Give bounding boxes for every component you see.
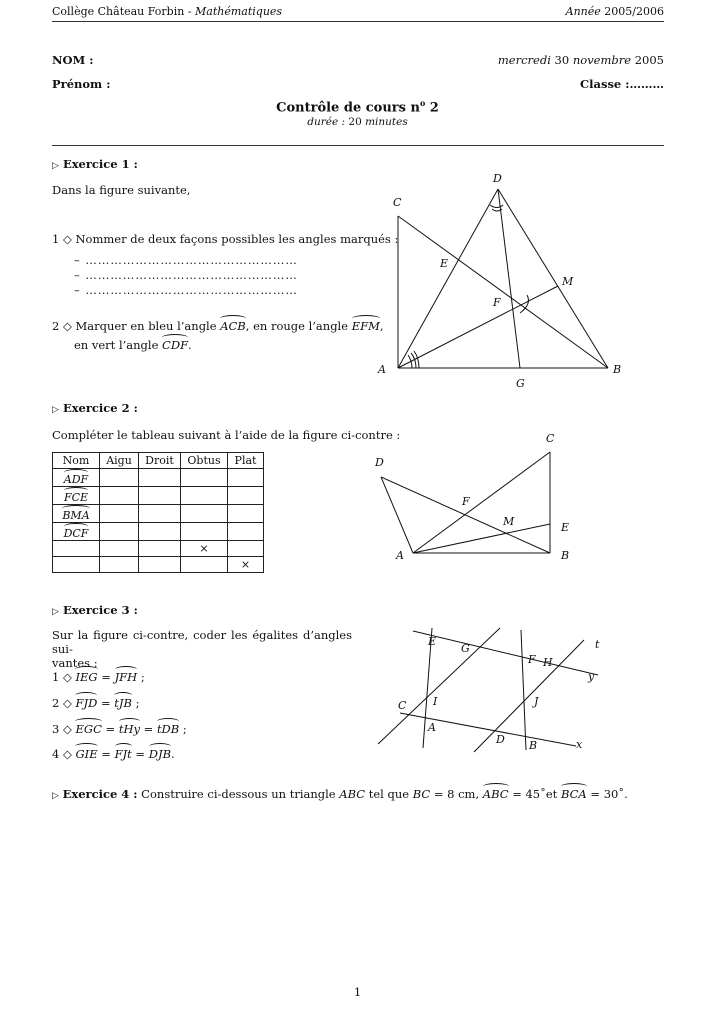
eq-sign: =: [97, 696, 115, 710]
label-y: y: [588, 670, 595, 683]
line-gc: [378, 628, 500, 744]
prenom-label: Prénom :: [52, 77, 111, 91]
header-right: [566, 5, 664, 18]
label-t: t: [595, 638, 600, 651]
segment-cb: [398, 216, 608, 368]
ex4-text-c: = 8 cm,: [430, 787, 483, 801]
table-cell-cross: ×: [228, 557, 264, 573]
table-cell-name[interactable]: [53, 541, 100, 557]
item-end: ;: [179, 722, 187, 736]
classe-label: Classe :: [580, 77, 630, 91]
ex2-heading: [52, 401, 138, 415]
col-header-droit: Droit: [139, 453, 181, 469]
ex1-answer-line-3[interactable]: – ……………………………………………: [74, 283, 298, 297]
ex4-heading-text: Exercice 4 :: [62, 787, 138, 801]
ex1-q2-text-e: .: [188, 338, 192, 352]
label-a: A: [428, 721, 436, 734]
line-fb: [521, 630, 526, 750]
duration-unit: minutes: [365, 116, 408, 128]
item-end: ;: [137, 670, 145, 684]
item-end: .: [171, 747, 175, 761]
angle-tdb: tDB: [157, 718, 179, 736]
ex4-bc: BC: [412, 787, 431, 801]
table-cell-cross: ×: [181, 541, 228, 557]
eq-sign: =: [101, 722, 119, 736]
ex3-heading: [52, 603, 138, 617]
table-cell-name: [53, 469, 100, 487]
table-cell[interactable]: [100, 505, 139, 523]
table-row: [53, 557, 264, 573]
ex4-statement: [52, 783, 628, 801]
date-day: 30: [550, 53, 573, 67]
year-value: 2005/2006: [600, 5, 664, 18]
ex1-q2-text-b: , en rouge l’angle: [245, 319, 352, 333]
label-f: F: [462, 495, 470, 508]
col-header-aigu: Aigu: [100, 453, 139, 469]
ex1-heading: [52, 157, 138, 171]
table-cell[interactable]: [181, 557, 228, 573]
angle-jfh: JFH: [115, 666, 138, 684]
table-cell[interactable]: [100, 557, 139, 573]
ex3-item-3: [52, 718, 187, 736]
date: [498, 53, 664, 67]
label-b: B: [561, 549, 570, 562]
school-name: Collège Château Forbin -: [52, 5, 196, 18]
label-d: D: [496, 733, 505, 746]
angle-abc: ABC: [483, 783, 509, 801]
ex2-figure: [368, 428, 583, 568]
table-cell[interactable]: [100, 469, 139, 487]
table-cell-name: [53, 505, 100, 523]
angle-ieg: IEG: [75, 666, 97, 684]
label-b: B: [613, 363, 622, 376]
ex3-intro-line-2: vantes :: [52, 656, 98, 670]
triangle-marker-icon: ▷: [52, 161, 59, 171]
table-cell[interactable]: [181, 469, 228, 487]
label-a: A: [378, 363, 386, 376]
label-a: A: [396, 549, 404, 562]
title-sup: o: [419, 98, 426, 108]
classe-dots: ………: [629, 77, 664, 91]
ex1-q2: [52, 315, 384, 333]
ex3-intro-line-1: Sur la figure ci-contre, coder les égalites d’angles sui-: [52, 628, 352, 656]
angle-fce: FCE: [64, 487, 88, 504]
ex1-q2-text-c: ,: [379, 319, 384, 333]
angle-bma: BMA: [62, 505, 89, 522]
duration-label: durée :: [307, 116, 346, 128]
table-cell[interactable]: [228, 541, 264, 557]
angle-cdf: CDF: [162, 334, 188, 352]
segment-da: [381, 477, 413, 553]
page-title: [0, 98, 715, 115]
label-b: B: [529, 739, 538, 752]
segment-am: [398, 286, 558, 368]
title-rule: [52, 145, 664, 146]
ex4-text-a: Construire ci-dessous un triangle: [137, 787, 340, 801]
ex2-intro: Compléter le tableau suivant à l’aide de la figure ci-contre :: [52, 428, 401, 442]
triangle-marker-icon: ▷: [52, 405, 59, 415]
ex1-intro: Dans la figure suivante,: [52, 183, 191, 197]
nom-label: NOM :: [52, 53, 94, 67]
label-d: D: [493, 172, 502, 185]
col-header-obtus: Obtus: [181, 453, 228, 469]
label-c: C: [398, 699, 407, 712]
table-cell[interactable]: [139, 487, 181, 505]
date-month: novembre: [572, 53, 632, 67]
label-g: G: [516, 377, 525, 390]
table-header-row: [53, 453, 264, 469]
eq-sign: =: [97, 747, 115, 761]
ex3-item-1: [52, 666, 145, 684]
table-cell[interactable]: [100, 523, 139, 541]
ex4-text-d: = 45˚et: [508, 787, 561, 801]
angle-bca: BCA: [561, 783, 587, 801]
segment-dg: [498, 189, 520, 368]
angle-fjt: FJt: [115, 743, 132, 761]
col-header-plat: Plat: [228, 453, 264, 469]
table-cell-name: [53, 487, 100, 505]
classe: [580, 77, 664, 91]
ex3-intro: [52, 628, 352, 670]
page-number: 1: [353, 985, 362, 999]
triangle-marker-icon: ▷: [52, 791, 59, 801]
table-cell-name[interactable]: [53, 557, 100, 573]
table-cell[interactable]: [139, 469, 181, 487]
table-cell[interactable]: [100, 541, 139, 557]
title-number: 2: [425, 100, 439, 116]
year-label: Année: [565, 5, 601, 18]
ex4-triangle: ABC: [339, 787, 366, 801]
angle-djb: DJB: [149, 743, 171, 761]
line-x: [400, 713, 576, 746]
table-row: [53, 523, 264, 541]
item-num: 3 ◇: [52, 722, 76, 736]
label-f: F: [493, 296, 501, 309]
ex1-answer-line-2[interactable]: – ……………………………………………: [74, 268, 298, 282]
eq-sign: =: [131, 747, 149, 761]
ex1-q2-line2: [74, 334, 192, 352]
segment-ae: [413, 524, 550, 553]
ex3-heading-text: Exercice 3 :: [62, 603, 138, 617]
angle-fjd: FJD: [75, 692, 97, 710]
ex3-item-2: [52, 692, 139, 710]
label-e: E: [428, 635, 437, 648]
table-cell[interactable]: [228, 523, 264, 541]
angle-mark-d: [490, 205, 503, 208]
label-j: J: [534, 695, 539, 708]
segment-ad: [398, 189, 498, 368]
table-cell[interactable]: [228, 505, 264, 523]
segment-db: [498, 189, 608, 368]
angle-dcf: DCF: [64, 523, 89, 540]
label-m: M: [562, 275, 574, 288]
ex1-answer-line-1[interactable]: – ……………………………………………: [74, 253, 298, 267]
table-cell[interactable]: [181, 523, 228, 541]
table-cell[interactable]: [139, 557, 181, 573]
label-d: D: [375, 456, 384, 469]
angle-mark-f: [520, 295, 528, 313]
ex1-q2-text-a: 2 ◇ Marquer en bleu l’angle: [52, 319, 221, 333]
ex4-text-e: = 30˚.: [586, 787, 628, 801]
ex3-item-4: [52, 743, 175, 761]
ex1-q1: 1 ◇ Nommer de deux façons possibles les angles marqués :: [52, 232, 399, 246]
label-e: E: [561, 521, 570, 534]
item-num: 1 ◇: [52, 670, 76, 684]
label-e: E: [440, 257, 449, 270]
ex4-text-b: tel que: [365, 787, 413, 801]
table-row: [53, 487, 264, 505]
angle-tjb: tJB: [114, 692, 132, 710]
table-row: [53, 505, 264, 523]
ex1-q2-text-d: en vert l’angle: [74, 338, 163, 352]
angle-gie: GIE: [75, 743, 97, 761]
title-main: Contrôle de cours n: [276, 100, 420, 116]
angle-thy: tHy: [119, 718, 140, 736]
header-left: [52, 5, 282, 18]
label-i: I: [433, 695, 438, 708]
date-year: 2005: [631, 53, 664, 67]
line-y: [413, 631, 598, 675]
table-row: [53, 541, 264, 557]
angle-efm: EFM: [352, 315, 380, 333]
table-row: [53, 469, 264, 487]
angles-table: [52, 452, 264, 573]
subject-name: Mathématiques: [195, 5, 283, 18]
table-cell[interactable]: [228, 487, 264, 505]
label-f: F: [528, 653, 536, 666]
label-x: x: [576, 738, 583, 751]
table-cell[interactable]: [100, 487, 139, 505]
ex3-figure: [370, 620, 620, 755]
table-cell[interactable]: [139, 505, 181, 523]
table-cell[interactable]: [228, 469, 264, 487]
table-cell[interactable]: [181, 505, 228, 523]
duration: [0, 116, 715, 128]
label-g: G: [461, 642, 470, 655]
label-c: C: [393, 196, 402, 209]
eq-sign: =: [97, 670, 115, 684]
angle-egc: EGC: [75, 718, 101, 736]
ex1-figure: [370, 168, 630, 393]
item-num: 4 ◇: [52, 747, 76, 761]
label-m: M: [503, 515, 515, 528]
table-cell[interactable]: [139, 523, 181, 541]
table-cell[interactable]: [139, 541, 181, 557]
table-cell-name: [53, 523, 100, 541]
item-num: 2 ◇: [52, 696, 76, 710]
table-cell[interactable]: [181, 487, 228, 505]
eq-sign: =: [139, 722, 157, 736]
col-header-nom: Nom: [53, 453, 100, 469]
ex1-heading-text: Exercice 1 :: [62, 157, 138, 171]
label-h: H: [543, 656, 553, 669]
label-c: C: [546, 432, 555, 445]
angle-acb: ACB: [220, 315, 246, 333]
item-end: ;: [131, 696, 140, 710]
ex2-heading-text: Exercice 2 :: [62, 401, 138, 415]
duration-value: 20: [345, 116, 366, 128]
angle-adf: ADF: [64, 469, 88, 486]
header-rule: [52, 21, 664, 22]
segment-ac: [413, 452, 550, 553]
date-weekday: mercredi: [497, 53, 551, 67]
triangle-marker-icon: ▷: [52, 607, 59, 617]
